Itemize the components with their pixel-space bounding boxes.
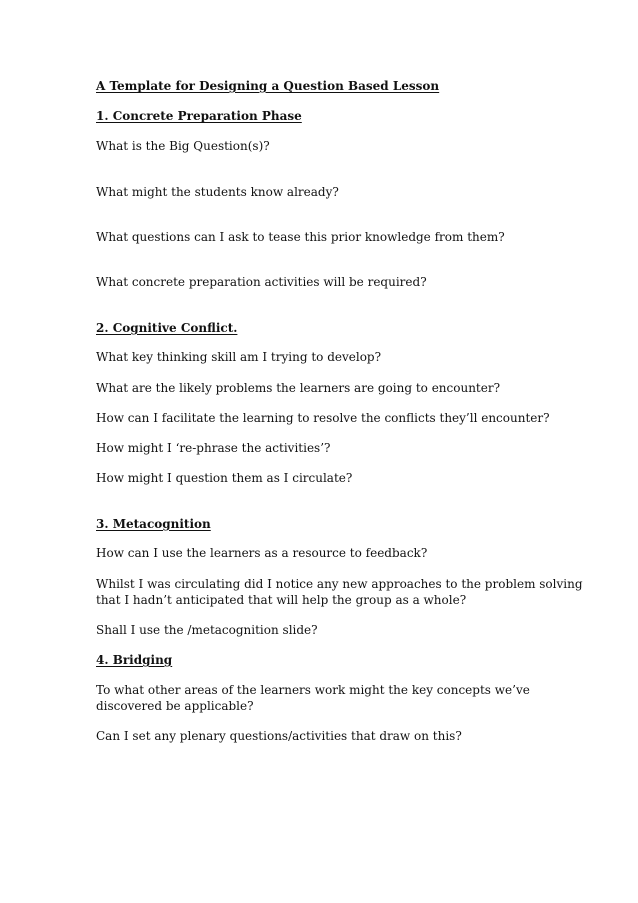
question-tease-knowledge: What questions can I ask to tease this prior knowledge from them? xyxy=(96,230,505,244)
question-learners-resource: How can I use the learners as a resource to feedback? xyxy=(96,546,428,560)
section-heading-concrete-preparation: 1. Concrete Preparation Phase xyxy=(96,109,302,123)
question-new-approaches-line1: Whilst I was circulating did I notice any new approaches to the problem solving xyxy=(96,577,583,591)
question-big-question: What is the Big Question(s)? xyxy=(96,139,270,153)
section-heading-bridging: 4. Bridging xyxy=(96,653,173,667)
question-metacognition-slide: Shall I use the /metacognition slide? xyxy=(96,623,318,637)
section-heading-metacognition: 3. Metacognition xyxy=(96,517,211,531)
question-other-areas-line2: discovered be applicable? xyxy=(96,699,254,713)
section-heading-cognitive-conflict: 2. Cognitive Conflict. xyxy=(96,321,238,335)
question-prior-knowledge: What might the students know already? xyxy=(96,185,339,199)
question-circulate: How might I question them as I circulate? xyxy=(96,471,353,485)
question-plenary: Can I set any plenary questions/activities that draw on this? xyxy=(96,729,462,743)
question-thinking-skill: What key thinking skill am I trying to develop? xyxy=(96,350,382,364)
question-new-approaches-line2: that I hadn’t anticipated that will help the group as a whole? xyxy=(96,593,467,607)
document-title: A Template for Designing a Question Based Lesson xyxy=(96,79,440,93)
question-likely-problems: What are the likely problems the learners are going to encounter? xyxy=(96,381,501,395)
question-rephrase-activities: How might I ‘re-phrase the activities’? xyxy=(96,441,331,455)
question-facilitate-learning: How can I facilitate the learning to resolve the conflicts they’ll encounter? xyxy=(96,411,550,425)
question-preparation-activities: What concrete preparation activities will be required? xyxy=(96,275,427,289)
question-other-areas-line1: To what other areas of the learners work might the key concepts we’ve xyxy=(96,683,530,697)
